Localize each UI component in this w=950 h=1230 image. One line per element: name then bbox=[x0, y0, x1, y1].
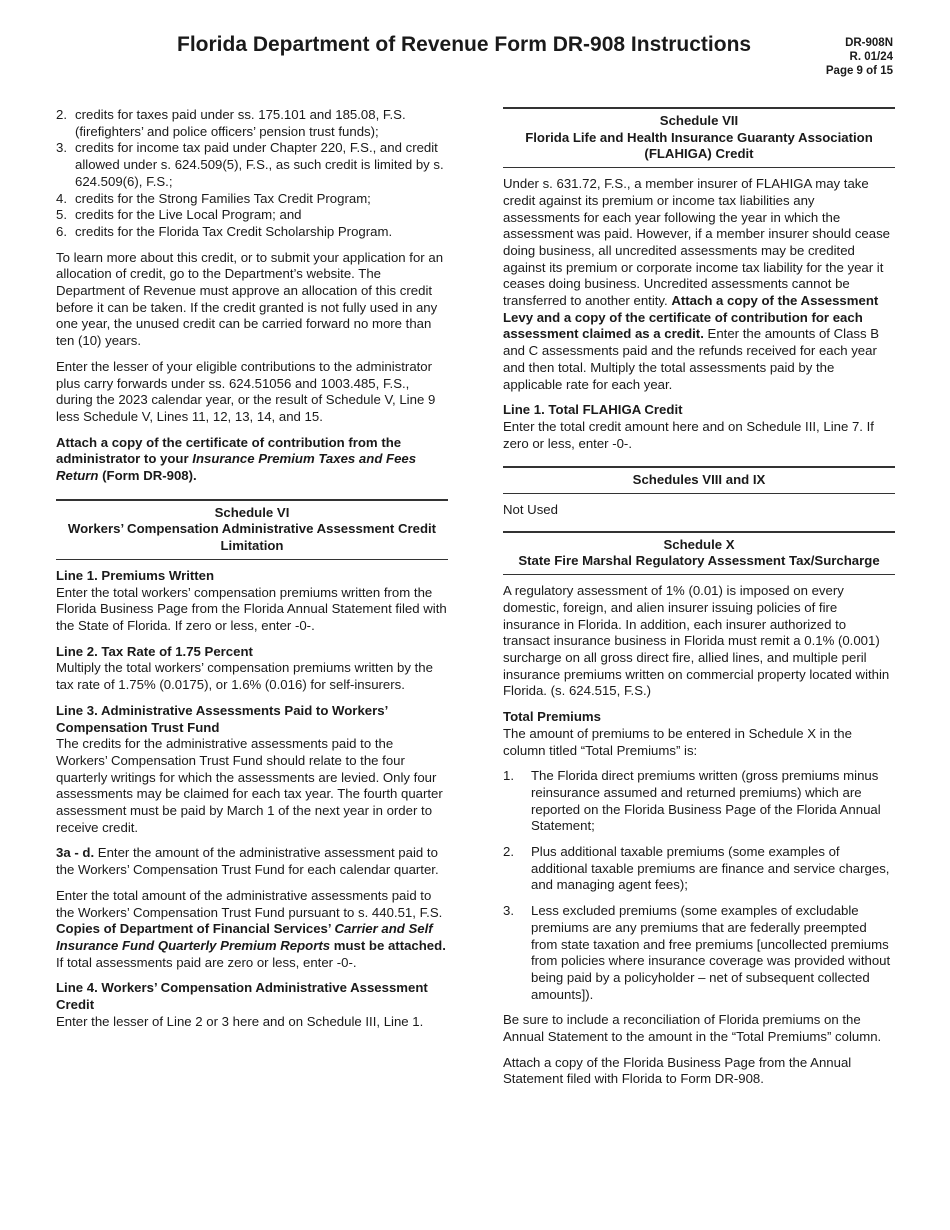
list-number: 1. bbox=[503, 768, 514, 784]
line-heading: Line 2. Tax Rate of 1.75 Percent bbox=[56, 643, 253, 659]
line-body: Enter the total credit amount here and on Schedule III, Line 7. If zero or less, enter -0-. bbox=[503, 418, 874, 451]
reconciliation-paragraph: Be sure to include a reconciliation of Florida premiums on the Annual Statement to the amount in the “Total Premiums” column. bbox=[503, 1012, 882, 1045]
list-item bbox=[56, 140, 448, 190]
list-text: credits for the Strong Families Tax Credit Program; bbox=[75, 190, 371, 206]
page-title: Florida Department of Revenue Form DR-908 Instructions bbox=[177, 33, 752, 56]
form-id: DR-908N bbox=[845, 37, 893, 49]
regulatory-assessment-paragraph: A regulatory assessment of 1% (0.01) is imposed on every domestic, foreign, and alien insurer issuing policies of fire insurance in Florida. In addition, each insurer authorized to transact insurance business in Florida must remit a 0.1% (0.001) surcharge on all gross direct fire, allied lines, and multiple peril insurance premiums written on commercial property located within Florida. (s. 624.515, F.S.) bbox=[503, 583, 890, 699]
flahiga-line-1-section bbox=[503, 402, 895, 452]
revision-date: R. 01/24 bbox=[849, 51, 893, 63]
schedule-vi-heading bbox=[56, 499, 448, 560]
flahiga-text: Under s. 631.72, F.S., a member insurer of FLAHIGA may take credit against its premium or income tax liabilities any assessments for each year following the year in which the assessment was paid. However, if a member insurer should cease doing business, all uncredited assessments may be credited against its premium or corporate income tax liability for the year it ceases doing business. Uncredited assessments cannot be transferred to another entity. bbox=[503, 176, 891, 309]
list-item bbox=[56, 224, 448, 241]
list-number: 3. bbox=[56, 140, 67, 156]
schedule-x-heading bbox=[503, 531, 895, 575]
attach-text-end: (Form DR-908). bbox=[98, 468, 197, 484]
list-item bbox=[503, 768, 895, 835]
right-column bbox=[503, 107, 895, 1097]
form-meta bbox=[826, 36, 893, 78]
list-number: 2. bbox=[56, 107, 67, 122]
list-text: credits for taxes paid under ss. 175.101 and 185.08, F.S. (firefighters’ and police officers’ pension trust funds); bbox=[75, 107, 406, 139]
total-assessments-paragraph bbox=[56, 888, 448, 972]
list-number: 3. bbox=[503, 903, 514, 919]
schedule-subtitle: State Fire Marshal Regulatory Assessment Tax/Surcharge bbox=[518, 553, 880, 569]
credit-list bbox=[56, 107, 448, 241]
schedules-viii-ix-heading bbox=[503, 466, 895, 494]
list-text: credits for income tax paid under Chapter 220, F.S., and credit allowed under s. 624.509(5), F.S., as such credit is limited by s. 624.509(6), F.S.; bbox=[75, 140, 444, 189]
total-premiums-section bbox=[503, 709, 895, 759]
line-body: Enter the lesser of Line 2 or 3 here and on Schedule III, Line 1. bbox=[56, 1013, 424, 1029]
line-body: Enter the amount of the administrative assessment paid to the Workers’ Compensation Trust Fund for each calendar quarter. bbox=[56, 845, 439, 878]
list-text: Plus additional taxable premiums (some examples of additional taxable premiums are finance and service charges, and managing agent fees); bbox=[531, 844, 890, 893]
attach-certificate-paragraph bbox=[56, 435, 448, 485]
learn-more-paragraph: To learn more about this credit, or to submit your application for an allocation of credit, go to the Department’s website. The Department of Revenue must approve an allocation of this credit before it can be taken. If the credit granted is not fully used in any one year, the unused credit can be carried forward no more than ten (10) years. bbox=[56, 249, 444, 349]
list-item bbox=[56, 207, 448, 224]
list-text: credits for the Live Local Program; and bbox=[75, 207, 302, 223]
line-body: Multiply the total workers’ compensation premiums written by the tax rate of 1.75% (0.0175), or 1.6% (0.016) for self-insurers. bbox=[56, 660, 433, 693]
list-number: 6. bbox=[56, 223, 67, 239]
schedule-subtitle: Florida Life and Health Insurance Guaranty Association (FLAHIGA) Credit bbox=[525, 129, 873, 162]
list-number: 4. bbox=[56, 190, 67, 206]
must-attach-text: must be attached. bbox=[330, 937, 446, 953]
total-text: Enter the total amount of the administrative assessments paid to the Workers’ Compensation Trust Fund pursuant to s. 440.51, F.S. bbox=[56, 887, 443, 920]
line-body: The credits for the administrative assessments paid to the Workers’ Compensation Trust Fund should relate to the four quarterly writings for which the assessments are levied. Only four assessments may be claimed for each tax year. The fourth quarter assessment must be paid by March 1 of the next year in order to receive credit. bbox=[56, 736, 443, 835]
line-3a-d-paragraph bbox=[56, 845, 448, 878]
line-body: Enter the total workers’ compensation premiums written from the Florida Business Page from the Florida Annual Statement filed with the State of Florida. If zero or less, enter -0-. bbox=[56, 584, 447, 633]
schedule-title: Schedule VII bbox=[659, 113, 739, 128]
return-title: Insurance Premium Taxes and Fees Return bbox=[56, 451, 417, 484]
attach-business-page-paragraph: Attach a copy of the Florida Business Page from the Annual Statement filed with Florida to Form DR-908. bbox=[503, 1054, 852, 1087]
line-label: 3a - d. bbox=[56, 845, 95, 861]
attach-text: Attach a copy of the certificate of contribution from the administrator to your bbox=[56, 434, 402, 467]
premiums-list bbox=[503, 768, 895, 1003]
report-title: Carrier and Self Insurance Fund Quarterly Premium Reports bbox=[56, 921, 433, 953]
page-number: Page 9 of 15 bbox=[825, 65, 893, 77]
schedule-title: Schedule X bbox=[663, 536, 735, 552]
schedule-subtitle: Workers’ Compensation Administrative Assessment Credit Limitation bbox=[67, 521, 437, 554]
line-2-section bbox=[56, 644, 448, 694]
zero-text: If total assessments paid are zero or less, enter -0-. bbox=[56, 954, 357, 970]
enter-lesser-paragraph: Enter the lesser of your eligible contributions to the administrator plus carry forwards under ss. 624.51056 and 1003.485, F.S., during the 2023 calendar year, or the result of Schedule V, Line 9 less Schedule V, Lines 11, 12, 13, 14, and 15. bbox=[56, 358, 436, 424]
list-text: The Florida direct premiums written (gross premiums minus reinsurance assumed and returned premiums) which are reported on the Florida Business Page of the Florida Annual Statement; bbox=[531, 768, 881, 834]
line-body: The amount of premiums to be entered in Schedule X in the column titled “Total Premiums” is: bbox=[503, 725, 852, 758]
line-heading: Line 1. Total FLAHIGA Credit bbox=[503, 402, 683, 418]
list-item bbox=[503, 903, 895, 1003]
list-text: Less excluded premiums (some examples of excludable premiums are any premiums that are federally preempted from state taxation and free premiums [uncollected premiums from policies where insurance coverage was provided without being paid by a policyholder – net of subsequent collected amounts]). bbox=[531, 903, 891, 1002]
line-heading: Total Premiums bbox=[503, 709, 601, 725]
schedule-title: Schedules VIII and IX bbox=[632, 472, 766, 488]
list-number: 2. bbox=[503, 844, 514, 860]
copies-text: Copies of Department of Financial Services’ bbox=[56, 921, 335, 937]
line-4-section bbox=[56, 980, 448, 1030]
line-heading: Line 1. Premiums Written bbox=[56, 567, 215, 583]
list-number: 5. bbox=[56, 207, 67, 223]
schedule-vii-heading bbox=[503, 107, 895, 168]
line-heading: Line 3. Administrative Assessments Paid to Workers’ Compensation Trust Fund bbox=[56, 702, 388, 735]
line-heading: Line 4. Workers’ Compensation Administrative Assessment Credit bbox=[56, 980, 428, 1013]
line-1-section bbox=[56, 568, 448, 635]
attach-levy-text: Attach a copy of the Assessment Levy and a copy of the certificate of contribution for each assessment claimed as a credit. bbox=[503, 293, 879, 342]
flahiga-paragraph bbox=[503, 176, 895, 393]
schedule-title: Schedule VI bbox=[214, 504, 290, 520]
list-item bbox=[56, 107, 448, 140]
flahiga-text-end: Enter the amounts of Class B and C assessments paid and the refunds received for each year and then total. Multiply the total assessments paid by the applicable rate for each year. bbox=[503, 326, 880, 392]
line-3-section bbox=[56, 703, 448, 837]
list-item bbox=[503, 844, 895, 894]
not-used-text: Not Used bbox=[503, 502, 558, 518]
list-item bbox=[56, 191, 448, 208]
list-text: credits for the Florida Tax Credit Scholarship Program. bbox=[75, 223, 393, 239]
left-column bbox=[56, 107, 448, 1039]
